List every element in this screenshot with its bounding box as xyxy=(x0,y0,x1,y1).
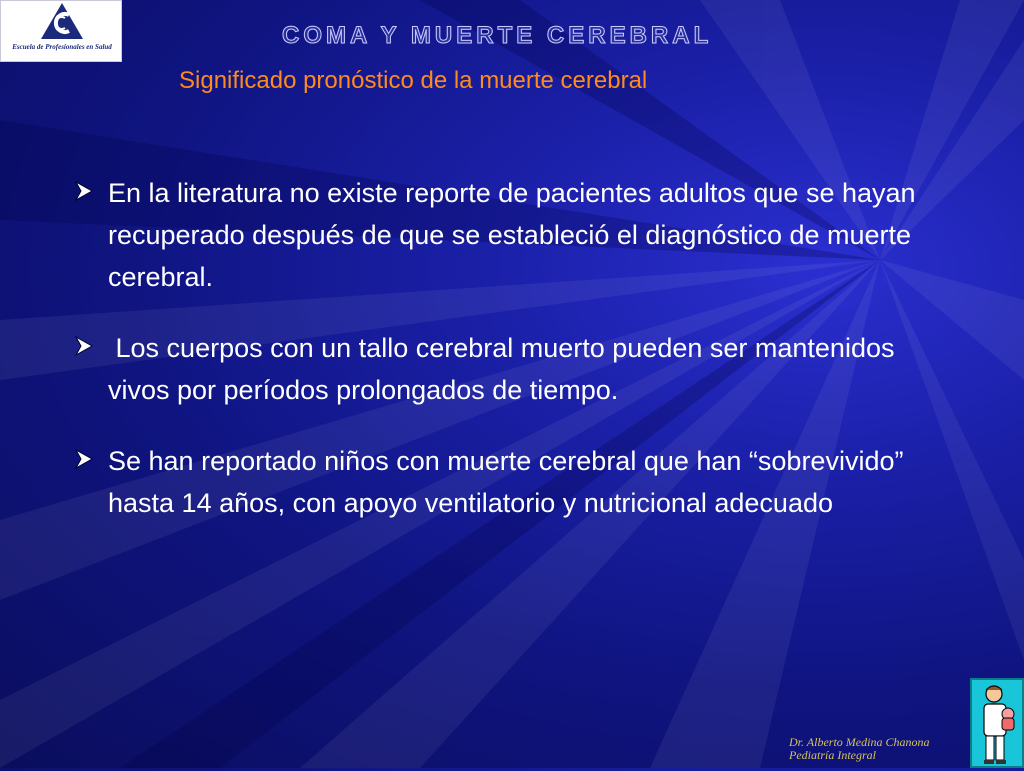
doctor-clipart xyxy=(970,678,1024,768)
arrow-bullet-icon xyxy=(74,335,94,357)
author-credit xyxy=(789,736,929,762)
bullet-item xyxy=(74,327,954,411)
bullet-text: Los cuerpos con un tallo cerebral muerto pueden ser mantenidos vivos por períodos prolongados de tiempo. xyxy=(108,333,902,405)
author-name: Dr. Alberto Medina Chanona xyxy=(789,735,930,749)
school-name: Escuela de Profesionales en Salud xyxy=(12,43,112,51)
arrow-bullet-icon xyxy=(74,180,94,202)
arrow-bullet-icon xyxy=(74,448,94,470)
doctor-with-child-icon xyxy=(972,680,1022,766)
slide-subtitle: Significado pronóstico de la muerte cerebral xyxy=(179,67,648,94)
author-specialty: Pediatría Integral xyxy=(789,748,876,762)
bullet-item xyxy=(74,172,954,298)
bullet-item xyxy=(74,440,954,524)
bullet-list xyxy=(74,172,954,553)
bullet-text: Se han reportado niños con muerte cerebral que han “sobrevivido” hasta 14 años, con apoyo ventilatorio y nutricional adecuado xyxy=(108,446,904,518)
school-logo-icon xyxy=(1,1,123,45)
bullet-text: En la literatura no existe reporte de pacientes adultos que se hayan recuperado después de que se estableció el diagnóstico de muerte cerebral. xyxy=(108,178,916,292)
school-logo xyxy=(0,0,122,62)
page-title: COMA Y MUERTE CEREBRAL xyxy=(282,22,713,49)
